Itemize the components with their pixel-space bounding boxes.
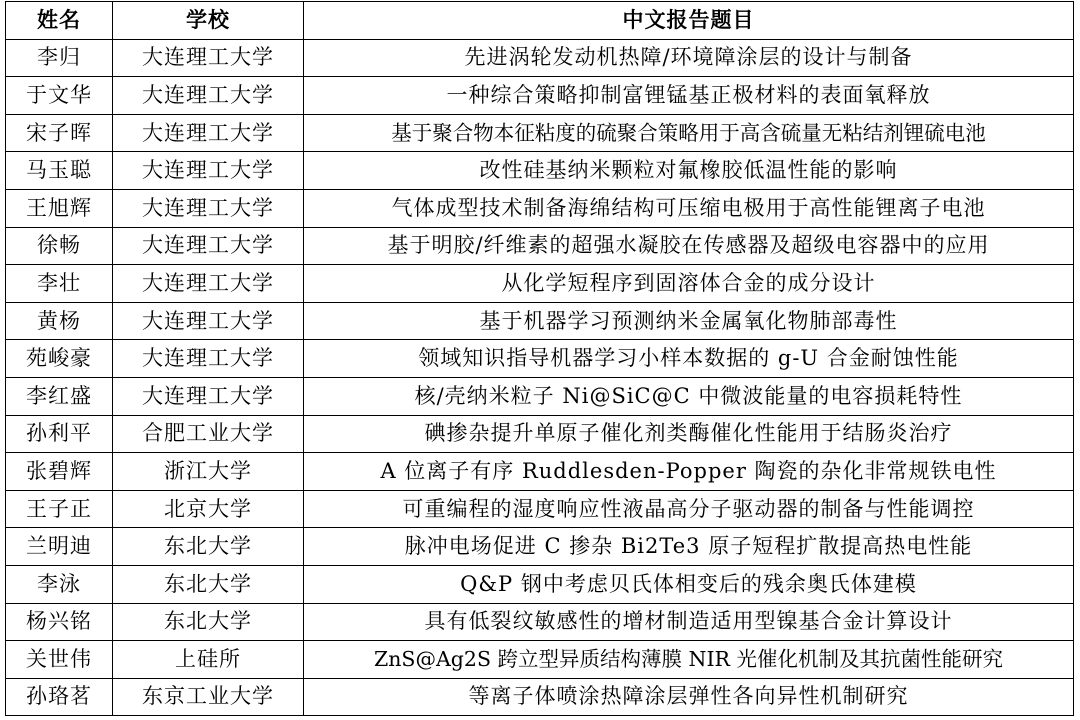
title-cell: 基于机器学习预测纳米金属氧化物肺部毒性 xyxy=(304,302,1074,340)
title-cell: 具有低裂纹敏感性的增材制造适用型镍基合金计算设计 xyxy=(304,603,1074,641)
school-cell: 大连理工大学 xyxy=(113,227,304,265)
report-table xyxy=(5,1,1074,716)
title-cell: 改性硅基纳米颗粒对氟橡胶低温性能的影响 xyxy=(304,152,1074,190)
table-row xyxy=(6,678,1074,716)
title-cell: 先进涡轮发动机热障/环境障涂层的设计与制备 xyxy=(304,39,1074,77)
school-cell: 合肥工业大学 xyxy=(113,415,304,453)
school-cell: 东京工业大学 xyxy=(113,678,304,716)
title-cell: 气体成型技术制备海绵结构可压缩电极用于高性能锂离子电池 xyxy=(304,189,1074,227)
title-cell: 脉冲电场促进 C 掺杂 Bi2Te3 原子短程扩散提高热电性能 xyxy=(304,528,1074,566)
name-cell: 孙利平 xyxy=(6,415,113,453)
school-cell: 大连理工大学 xyxy=(113,114,304,152)
table-row xyxy=(6,227,1074,265)
name-cell: 宋子晖 xyxy=(6,114,113,152)
name-cell: 孙珞茗 xyxy=(6,678,113,716)
title-cell: 碘掺杂提升单原子催化剂类酶催化性能用于结肠炎治疗 xyxy=(304,415,1074,453)
name-cell: 王子正 xyxy=(6,490,113,528)
school-cell: 大连理工大学 xyxy=(113,265,304,303)
title-cell: Q&P 钢中考虑贝氏体相变后的残余奥氏体建模 xyxy=(304,565,1074,603)
title-cell: A 位离子有序 Ruddlesden-Popper 陶瓷的杂化非常规铁电性 xyxy=(304,453,1074,491)
header-name: 姓名 xyxy=(6,2,113,40)
school-cell: 上硅所 xyxy=(113,641,304,679)
name-cell: 张碧辉 xyxy=(6,453,113,491)
table-row xyxy=(6,265,1074,303)
title-cell: 领域知识指导机器学习小样本数据的 g-U 合金耐蚀性能 xyxy=(304,340,1074,378)
name-cell: 兰明迪 xyxy=(6,528,113,566)
table-row xyxy=(6,453,1074,491)
title-cell: 核/壳纳米粒子 Ni@SiC@C 中微波能量的电容损耗特性 xyxy=(304,377,1074,415)
school-cell: 大连理工大学 xyxy=(113,189,304,227)
title-cell: 基于明胶/纤维素的超强水凝胶在传感器及超级电容器中的应用 xyxy=(304,227,1074,265)
name-cell: 黄杨 xyxy=(6,302,113,340)
title-cell: 从化学短程序到固溶体合金的成分设计 xyxy=(304,265,1074,303)
name-cell: 苑峻豪 xyxy=(6,340,113,378)
header-row xyxy=(6,2,1074,40)
name-cell: 关世伟 xyxy=(6,641,113,679)
name-cell: 马玉聪 xyxy=(6,152,113,190)
name-cell: 王旭辉 xyxy=(6,189,113,227)
title-cell: ZnS@Ag2S 跨立型异质结构薄膜 NIR 光催化机制及其抗菌性能研究 xyxy=(304,641,1074,679)
table-row xyxy=(6,490,1074,528)
table-row xyxy=(6,152,1074,190)
name-cell: 李归 xyxy=(6,39,113,77)
table-row xyxy=(6,39,1074,77)
title-cell: 可重编程的湿度响应性液晶高分子驱动器的制备与性能调控 xyxy=(304,490,1074,528)
table-row xyxy=(6,528,1074,566)
school-cell: 浙江大学 xyxy=(113,453,304,491)
header-school: 学校 xyxy=(113,2,304,40)
school-cell: 大连理工大学 xyxy=(113,340,304,378)
title-cell: 一种综合策略抑制富锂锰基正极材料的表面氧释放 xyxy=(304,77,1074,115)
table-row xyxy=(6,415,1074,453)
title-cell: 等离子体喷涂热障涂层弹性各向异性机制研究 xyxy=(304,678,1074,716)
school-cell: 北京大学 xyxy=(113,490,304,528)
title-cell: 基于聚合物本征粘度的硫聚合策略用于高含硫量无粘结剂锂硫电池 xyxy=(304,114,1074,152)
table-row xyxy=(6,641,1074,679)
table-row xyxy=(6,77,1074,115)
name-cell: 李壮 xyxy=(6,265,113,303)
table-row xyxy=(6,565,1074,603)
name-cell: 李红盛 xyxy=(6,377,113,415)
school-cell: 大连理工大学 xyxy=(113,377,304,415)
table-row xyxy=(6,340,1074,378)
name-cell: 徐畅 xyxy=(6,227,113,265)
name-cell: 于文华 xyxy=(6,77,113,115)
header-title: 中文报告题目 xyxy=(304,2,1074,40)
school-cell: 东北大学 xyxy=(113,603,304,641)
school-cell: 大连理工大学 xyxy=(113,152,304,190)
school-cell: 大连理工大学 xyxy=(113,302,304,340)
school-cell: 大连理工大学 xyxy=(113,77,304,115)
table-row xyxy=(6,377,1074,415)
table-row xyxy=(6,603,1074,641)
school-cell: 东北大学 xyxy=(113,528,304,566)
table-row xyxy=(6,189,1074,227)
table-row xyxy=(6,302,1074,340)
table-row xyxy=(6,114,1074,152)
school-cell: 大连理工大学 xyxy=(113,39,304,77)
school-cell: 东北大学 xyxy=(113,565,304,603)
name-cell: 李泳 xyxy=(6,565,113,603)
name-cell: 杨兴铭 xyxy=(6,603,113,641)
